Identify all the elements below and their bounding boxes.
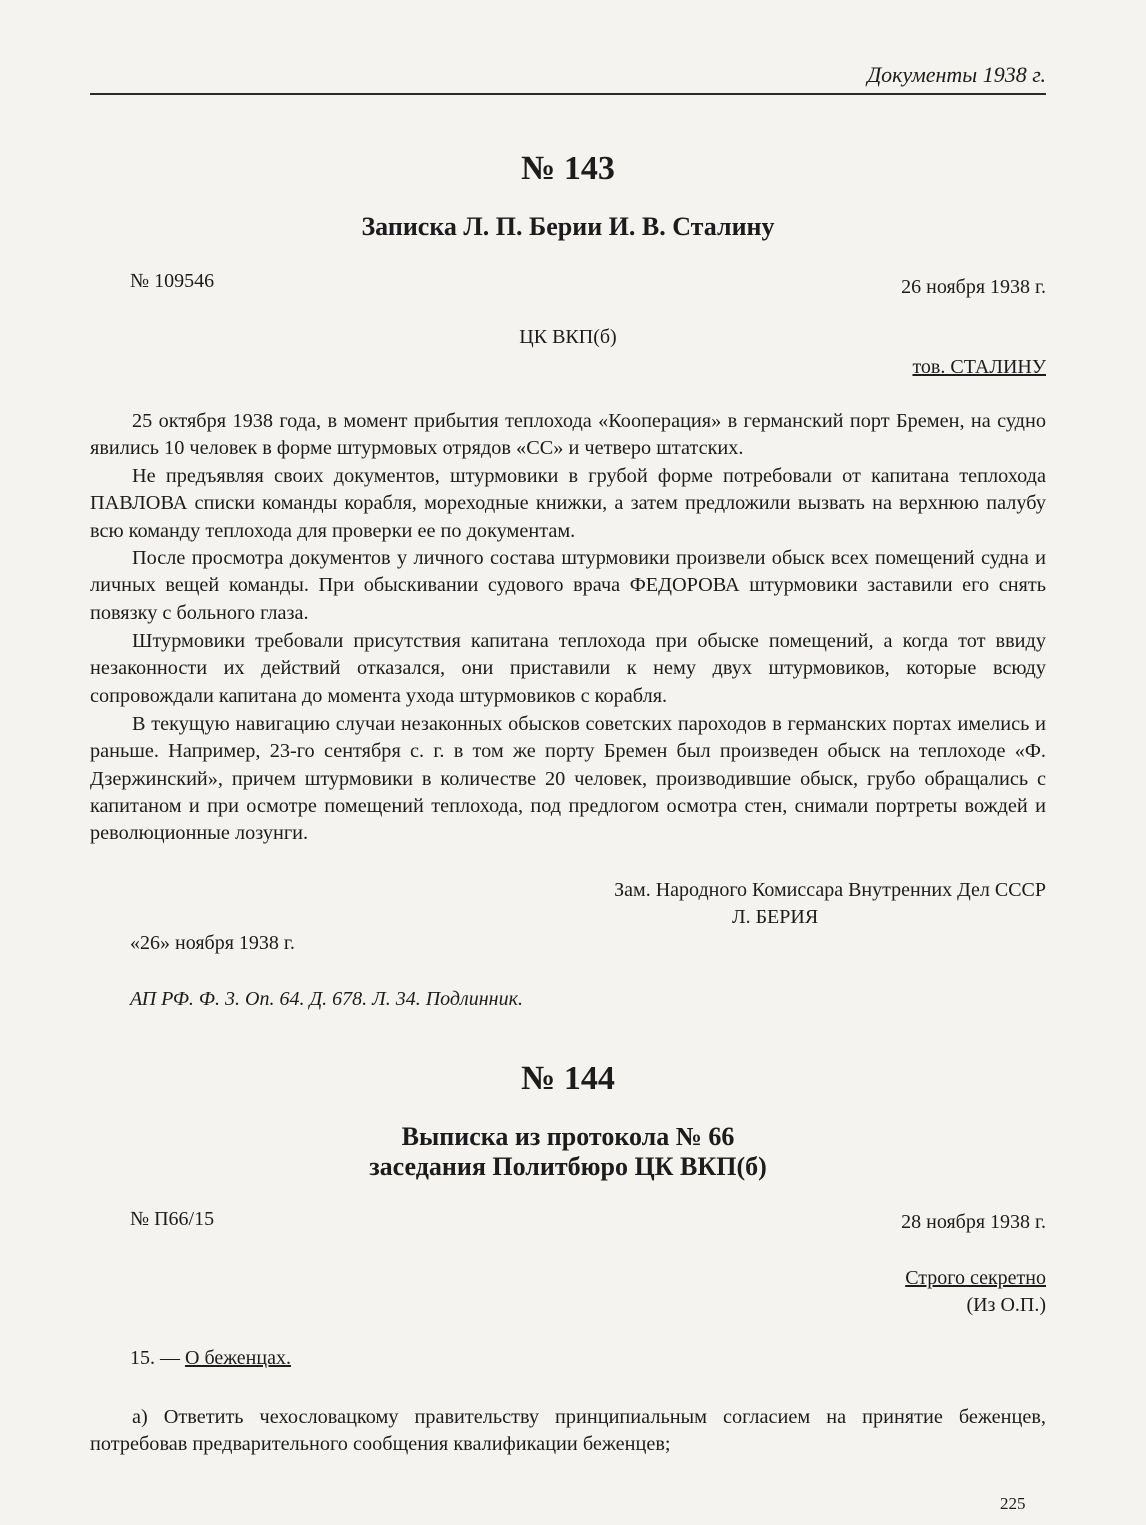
doc143-date: 26 ноября 1938 г. <box>901 276 1046 298</box>
doc143-paragraph-4: Штурмовики требовали присутствия капитана теплохода при обыске помещений, а когда тот ввиду незаконности их действий отказался, они приставили к нему двух штурмовиков, которые всюду сопровождали капитана до момента ухода штурмовиков с корабля. <box>90 630 1046 707</box>
doc143-number: № 143 <box>521 150 615 187</box>
doc143-reg-number: № 109546 <box>130 270 215 292</box>
doc144-title-line2: заседания Политбюро ЦК ВКП(б) <box>369 1152 767 1181</box>
doc143-addressee-org: ЦК ВКП(б) <box>519 326 617 348</box>
doc143-paragraph-1: 25 октября 1938 года, в момент прибытия теплохода «Кооперация» в германский порт Бремен, на судно явились 10 человек в форме штурмовых отрядов «СС» и четверо штатских. <box>90 410 1046 460</box>
header-rule <box>90 93 1046 95</box>
doc144-reg-number: № П66/15 <box>130 1208 215 1230</box>
doc143-signature-title: Зам. Народного Комиссара Внутренних Дел СССР <box>614 879 1046 901</box>
doc143-addressee: тов. СТАЛИНУ <box>912 356 1046 378</box>
doc143-sign-date: «26» ноября 1938 г. <box>130 932 295 954</box>
running-header: Документы 1938 г. <box>867 62 1046 87</box>
doc143-title: Записка Л. П. Берии И. В. Сталину <box>361 212 775 241</box>
doc144-date: 28 ноября 1938 г. <box>901 1211 1046 1233</box>
page-number: 225 <box>1000 1494 1026 1513</box>
doc144-item-prefix: 15. — <box>130 1347 185 1369</box>
doc143-paragraph-3: После просмотра документов у личного состава штурмовики произвели обыск всех помещений судна и личных вещей команды. При обыскивании судового врача ФЕДОРОВА штурмовики заставили его снять повязку с больного глаза. <box>90 547 1046 624</box>
doc144-number: № 144 <box>521 1060 615 1097</box>
doc144-item <box>130 1347 291 1370</box>
doc143-paragraph-5: В текущую навигацию случаи незаконных обысков советских пароходов в германских портах имелись и раньше. Например, 23-го сентября с. г. в том же порту Бремен был произведен обыск на теплоходе «Ф. Дзержинский», причем штурмовики в количестве 20 человек, производившие обыск, грубо обращались с капитаном и при осмотре помещений теплохода, под предлогом осмотра стен, снимали портреты вождей и революционные лозунги. <box>90 713 1046 845</box>
doc144-item-title: О беженцах. <box>185 1347 291 1369</box>
doc143-archive-source: АП РФ. Ф. 3. Оп. 64. Д. 678. Л. 34. Подлинник. <box>130 988 523 1010</box>
doc143-paragraph-2: Не предъявляя своих документов, штурмовики в грубой форме потребовали от капитана теплохода ПАВЛОВА списки команды корабля, мореходные книжки, а затем предложили вызвать на верхнюю палубу всю команду теплохода для проверки ее по документам. <box>90 465 1046 542</box>
doc143-signature-name: Л. БЕРИЯ <box>732 906 819 928</box>
doc144-point-a: а) Ответить чехословацкому правительству принципиальным согласием на принятие беженцев, потребовав предварительного сообщения квалификации беженцев; <box>90 1406 1046 1456</box>
doc144-classification: Строго секретно <box>905 1267 1046 1289</box>
doc144-classification-note: (Из О.П.) <box>966 1294 1046 1316</box>
doc144-title-line1: Выписка из протокола № 66 <box>401 1122 735 1151</box>
